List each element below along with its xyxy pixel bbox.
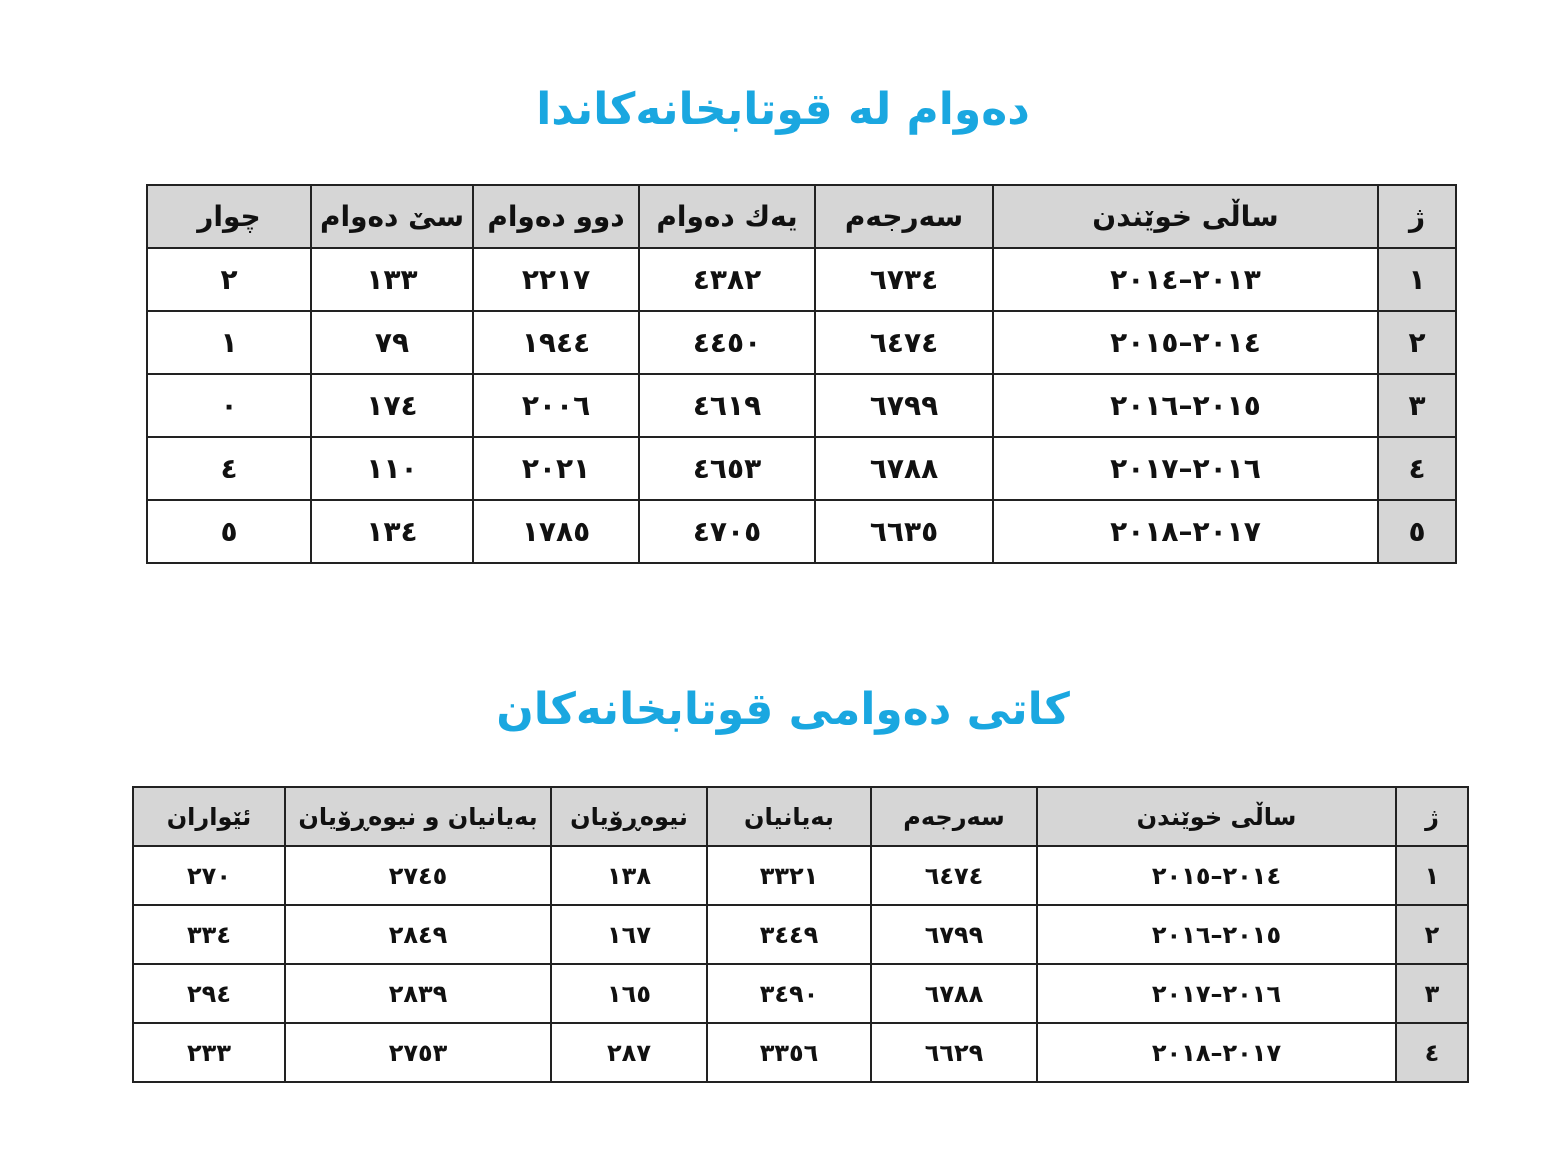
school-hours-title: كاتی دەوامی قوتابخانەكان (496, 684, 1070, 735)
three-shifts-cell: ٧٩ (311, 311, 473, 374)
one-shift-cell: ٤٦١٩ (639, 374, 815, 437)
row-number: ٣ (1378, 374, 1456, 437)
table-row (147, 437, 1456, 500)
one-shift-cell: ٤٣٨٢ (639, 248, 815, 311)
three-shifts-cell: ١٣٣ (311, 248, 473, 311)
table-row (133, 846, 1468, 905)
header-four-shifts: چوار (147, 185, 311, 248)
evening-cell: ٣٣٤ (133, 905, 285, 964)
afternoon-cell: ١٦٧ (551, 905, 707, 964)
four-shifts-cell: ١ (147, 311, 311, 374)
header-evening: ئێواران (133, 787, 285, 846)
total-cell: ٦٤٧٤ (871, 846, 1037, 905)
school-year-cell: ٢٠١٥–٢٠١٦ (1037, 905, 1396, 964)
header-total: سەرجەم (815, 185, 993, 248)
evening-cell: ٢٣٣ (133, 1023, 285, 1082)
afternoon-cell: ١٦٥ (551, 964, 707, 1023)
row-number: ٤ (1396, 1023, 1468, 1082)
morning-and-afternoon-cell: ٢٧٥٣ (285, 1023, 551, 1082)
total-cell: ٦٧٩٩ (815, 374, 993, 437)
evening-cell: ٢٩٤ (133, 964, 285, 1023)
row-number: ٥ (1378, 500, 1456, 563)
attendance-title: دەوام لە قوتابخانەكاندا (536, 84, 1030, 135)
table-row (147, 248, 1456, 311)
school-year-cell: ٢٠١٧–٢٠١٨ (1037, 1023, 1396, 1082)
two-shifts-cell: ٢٠٠٦ (473, 374, 639, 437)
row-number: ٤ (1378, 437, 1456, 500)
row-number: ١ (1378, 248, 1456, 311)
header-row (133, 787, 1468, 846)
morning-cell: ٣٣٢١ (707, 846, 871, 905)
row-number: ١ (1396, 846, 1468, 905)
header-one-shift: یەك دەوام (639, 185, 815, 248)
afternoon-cell: ٢٨٧ (551, 1023, 707, 1082)
header-three-shifts: سێ دەوام (311, 185, 473, 248)
total-cell: ٦٧٨٨ (815, 437, 993, 500)
four-shifts-cell: ٤ (147, 437, 311, 500)
school-year-cell: ٢٠١٤–٢٠١٥ (1037, 846, 1396, 905)
header-row (147, 185, 1456, 248)
header-number: ژ (1396, 787, 1468, 846)
row-number: ٢ (1378, 311, 1456, 374)
table-row (133, 964, 1468, 1023)
four-shifts-cell: ٢ (147, 248, 311, 311)
header-afternoon: نیوەڕۆیان (551, 787, 707, 846)
total-cell: ٦٦٢٩ (871, 1023, 1037, 1082)
header-morning: بەیانیان (707, 787, 871, 846)
morning-cell: ٣٣٥٦ (707, 1023, 871, 1082)
row-number: ٢ (1396, 905, 1468, 964)
table-row (147, 500, 1456, 563)
two-shifts-cell: ٢٢١٧ (473, 248, 639, 311)
two-shifts-cell: ٢٠٢١ (473, 437, 639, 500)
one-shift-cell: ٤٧٠٥ (639, 500, 815, 563)
header-total: سەرجەم (871, 787, 1037, 846)
three-shifts-cell: ١١٠ (311, 437, 473, 500)
morning-and-afternoon-cell: ٢٧٤٥ (285, 846, 551, 905)
school-year-cell: ٢٠١٦–٢٠١٧ (993, 437, 1378, 500)
one-shift-cell: ٤٦٥٣ (639, 437, 815, 500)
total-cell: ٦٤٧٤ (815, 311, 993, 374)
header-two-shifts: دوو دەوام (473, 185, 639, 248)
two-shifts-cell: ١٩٤٤ (473, 311, 639, 374)
school-year-cell: ٢٠١٤–٢٠١٥ (993, 311, 1378, 374)
total-cell: ٦٦٣٥ (815, 500, 993, 563)
four-shifts-cell: ٥ (147, 500, 311, 563)
morning-and-afternoon-cell: ٢٨٣٩ (285, 964, 551, 1023)
row-number: ٣ (1396, 964, 1468, 1023)
one-shift-cell: ٤٤٥٠ (639, 311, 815, 374)
header-school-year: ساڵی خوێندن (993, 185, 1378, 248)
table-row (147, 311, 1456, 374)
total-cell: ٦٧٩٩ (871, 905, 1037, 964)
header-number: ژ (1378, 185, 1456, 248)
school-year-cell: ٢٠١٧–٢٠١٨ (993, 500, 1378, 563)
attendance-shifts-table (146, 184, 1457, 564)
school-year-cell: ٢٠١٥–٢٠١٦ (993, 374, 1378, 437)
morning-cell: ٣٤٩٠ (707, 964, 871, 1023)
table-row (147, 374, 1456, 437)
header-school-year: ساڵی خوێندن (1037, 787, 1396, 846)
afternoon-cell: ١٣٨ (551, 846, 707, 905)
total-cell: ٦٧٣٤ (815, 248, 993, 311)
total-cell: ٦٧٨٨ (871, 964, 1037, 1023)
four-shifts-cell: ٠ (147, 374, 311, 437)
three-shifts-cell: ١٧٤ (311, 374, 473, 437)
school-year-cell: ٢٠١٦–٢٠١٧ (1037, 964, 1396, 1023)
header-morning-and-afternoon: بەیانیان و نیوەڕۆیان (285, 787, 551, 846)
two-shifts-cell: ١٧٨٥ (473, 500, 639, 563)
three-shifts-cell: ١٣٤ (311, 500, 473, 563)
morning-and-afternoon-cell: ٢٨٤٩ (285, 905, 551, 964)
table-row (133, 905, 1468, 964)
evening-cell: ٢٧٠ (133, 846, 285, 905)
morning-cell: ٣٤٤٩ (707, 905, 871, 964)
school-year-cell: ٢٠١٣–٢٠١٤ (993, 248, 1378, 311)
school-hours-table (132, 786, 1469, 1083)
table-row (133, 1023, 1468, 1082)
